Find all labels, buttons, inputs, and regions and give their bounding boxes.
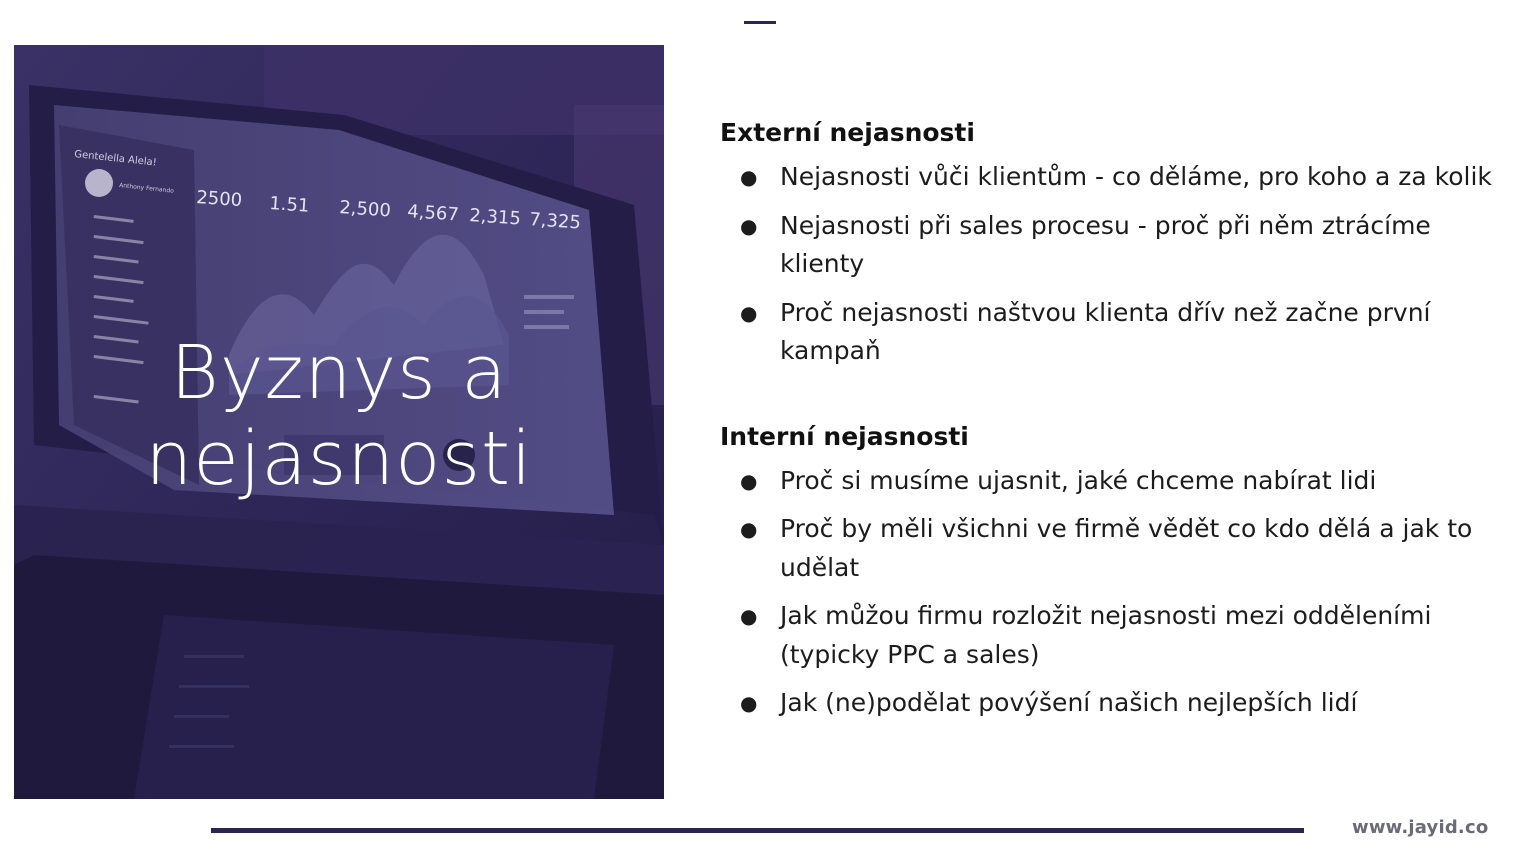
screen-stat-6: 7,325 — [528, 209, 582, 234]
screen-stat-3: 2,500 — [338, 197, 392, 222]
bullet-icon: ● — [740, 604, 758, 628]
list-item-text: Nejasnosti vůči klientům - co děláme, pro koho a za kolik — [780, 162, 1492, 191]
hero-title-line-1: Byznys a — [170, 330, 508, 416]
bullet-icon: ● — [740, 300, 758, 325]
screen-app-name: Gentelella Alela! — [73, 149, 158, 169]
screen-user-name: Anthony Fernando — [118, 182, 175, 195]
list-item — [720, 597, 1510, 674]
list-item — [720, 462, 1510, 501]
list-item — [720, 510, 1510, 587]
list-item — [720, 684, 1510, 723]
footer-accent-line — [211, 828, 1304, 833]
list-item — [720, 294, 1510, 371]
external-bullet-list — [720, 158, 1510, 371]
internal-bullet-list — [720, 462, 1510, 723]
footer-website-link[interactable]: www.jayid.co — [1352, 817, 1489, 838]
section-heading-external: Externí nejasnosti — [720, 118, 975, 147]
top-accent-dash — [744, 21, 776, 24]
bullet-icon: ● — [740, 165, 758, 189]
section-heading-internal: Interní nejasnosti — [720, 421, 969, 451]
content-column — [720, 115, 1510, 733]
screen-stat-2: 1.51 — [268, 193, 311, 217]
bullet-icon: ● — [740, 691, 758, 715]
hero-title-line-2: nejasnosti — [145, 416, 533, 502]
hero-title — [14, 330, 664, 502]
hero-image-panel — [14, 45, 664, 799]
list-item-text: Jak můžou firmu rozložit nejasnosti mezi odděleními (typicky PPC a sales) — [780, 601, 1432, 669]
section-spacer — [720, 381, 1510, 419]
bullet-icon: ● — [740, 468, 758, 493]
list-item-text: Proč si musíme ujasnit, jaké chceme nabírat lidi — [780, 465, 1377, 495]
list-item — [720, 158, 1510, 197]
list-item-text: Jak (ne)podělat povýšení našich nejlepších lidí — [780, 688, 1358, 717]
list-item-text: Nejasnosti při sales procesu - proč při něm ztrácíme klienty — [780, 210, 1431, 278]
screen-stat-1: 2500 — [195, 187, 243, 212]
list-item — [720, 207, 1510, 284]
screen-stat-4: 4,567 — [406, 201, 460, 226]
screen-stat-5: 2,315 — [468, 205, 522, 230]
list-item-text: Proč by měli všichni ve firmě vědět co kdo dělá a jak to udělat — [780, 514, 1473, 582]
bullet-icon: ● — [740, 517, 758, 541]
bullet-icon: ● — [740, 213, 758, 238]
list-item-text: Proč nejasnosti naštvou klienta dřív než začne první kampaň — [780, 297, 1431, 365]
